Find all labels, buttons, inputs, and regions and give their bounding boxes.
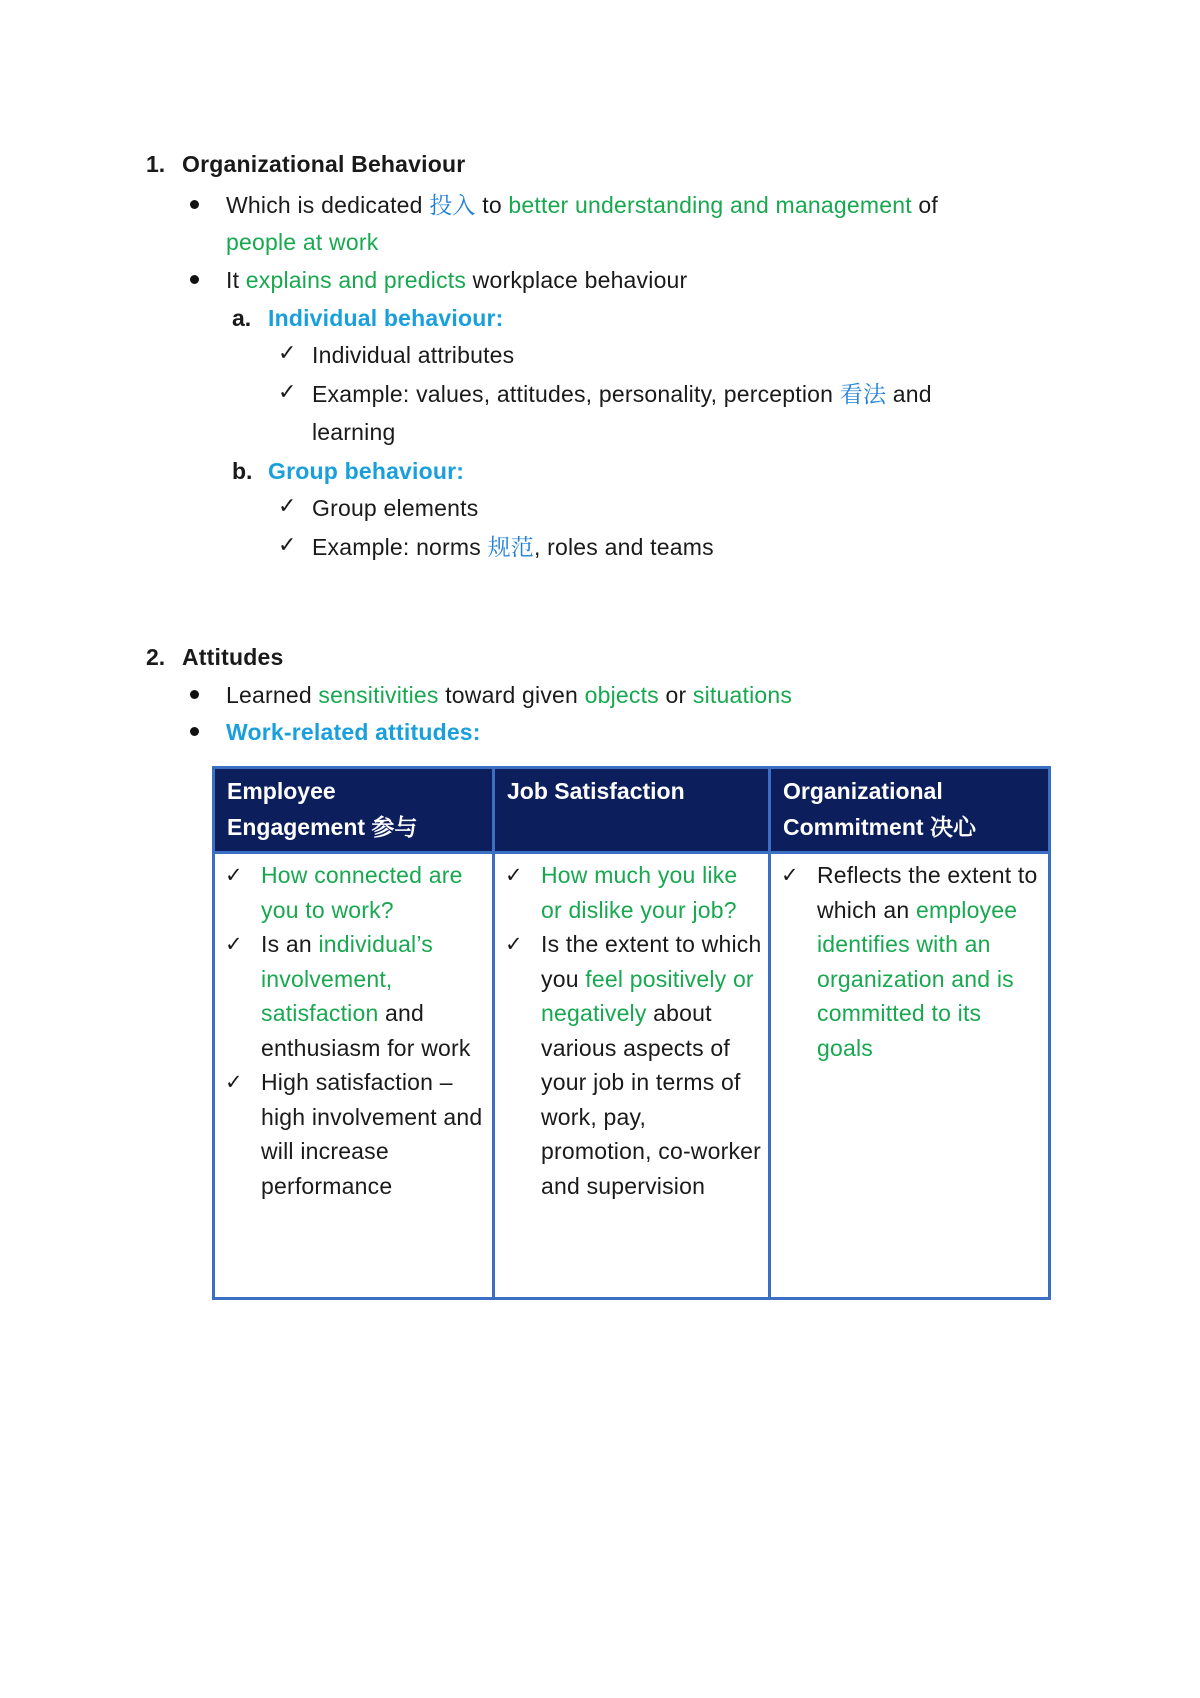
list-item (225, 927, 486, 1065)
subsection-b-item-2 (312, 532, 714, 562)
item-text: about various aspects of your job in terms of work, pay, promotion, co-worker and supervision (541, 1000, 762, 1199)
highlight-text: employee identifies with an organization and is committed to its goals (817, 896, 1018, 1061)
item-text: Is an (261, 931, 319, 957)
text: workplace behaviour (466, 267, 688, 293)
highlight-text: feel positively or negatively (541, 965, 754, 1026)
text: Example: norms (312, 534, 488, 560)
header-organizational-commitment (770, 768, 1050, 853)
text: of (911, 192, 938, 218)
section-2-title: Attitudes (182, 644, 284, 670)
chinese-term: 看法 (839, 381, 887, 407)
subsection-a-label: a. (232, 305, 252, 331)
check-icon: ✓ (225, 932, 243, 956)
list-item (505, 858, 762, 927)
highlight-text: explains and predicts (245, 267, 467, 293)
bullet-icon (190, 727, 199, 736)
subsection-a-item-1: Individual attributes (312, 342, 515, 368)
check-icon: ✓ (278, 494, 297, 519)
bullet-icon (190, 275, 199, 284)
highlight-text: situations (692, 682, 793, 708)
list-item (505, 927, 762, 1203)
list-item (781, 858, 1042, 1065)
header-line: Employee (227, 778, 336, 804)
text: and (886, 381, 932, 407)
text: to (475, 192, 509, 218)
check-icon: ✓ (278, 380, 297, 405)
text: It (226, 267, 246, 293)
subsection-b-label: b. (232, 458, 253, 484)
section-1-bullet-1-line-2: people at work (226, 229, 379, 255)
subsection-a-item-2-line-1 (312, 379, 932, 409)
cell-employee-engagement (214, 853, 494, 1299)
work-attitudes-table (212, 766, 1051, 1300)
cell-organizational-commitment (770, 853, 1050, 1299)
section-1-bullet-1-line-1 (226, 190, 938, 220)
text: Learned (226, 682, 319, 708)
text: Example: values, attitudes, personality, perception (312, 381, 840, 407)
section-1-number: 1. (146, 151, 166, 177)
section-1-bullet-2 (226, 265, 687, 295)
check-icon: ✓ (505, 863, 523, 887)
highlight-text: objects (584, 682, 659, 708)
section-2-number: 2. (146, 644, 166, 670)
check-icon: ✓ (278, 533, 297, 558)
subsection-a-title: Individual behaviour: (268, 305, 504, 331)
check-icon: ✓ (781, 863, 799, 887)
text: toward given (438, 682, 585, 708)
highlight-text: better understanding and management (508, 192, 912, 218)
bullet-icon (190, 690, 199, 699)
list-item (225, 858, 486, 927)
highlight-text: sensitivities (318, 682, 439, 708)
section-2-bullet-2: Work-related attitudes: (226, 719, 481, 745)
header-line: Engagement 参与 (227, 814, 418, 840)
highlight-text: individual’s involvement, satisfaction (261, 931, 433, 1026)
item-text: Is the extent to which you (541, 931, 762, 992)
section-1-title: Organizational Behaviour (182, 151, 466, 177)
text: or (658, 682, 693, 708)
check-icon: ✓ (278, 341, 297, 366)
item-text: and enthusiasm for work (261, 1000, 471, 1061)
header-line: Job Satisfaction (507, 778, 685, 804)
subsection-b-title: Group behaviour: (268, 458, 465, 484)
check-icon: ✓ (225, 1070, 243, 1094)
table-header-row (214, 768, 1050, 853)
item-text: High satisfaction – high involvement and will increase performance (261, 1069, 483, 1199)
text: Which is dedicated (226, 192, 430, 218)
header-job-satisfaction (494, 768, 770, 853)
table-row (214, 853, 1050, 1299)
text: , roles and teams (533, 534, 714, 560)
chinese-term: 投入 (429, 192, 476, 218)
item-text: Reflects the extent to which an (817, 862, 1038, 923)
check-icon: ✓ (225, 863, 243, 887)
cell-job-satisfaction (494, 853, 770, 1299)
subsection-b-item-1: Group elements (312, 495, 479, 521)
section-2-bullet-1 (226, 680, 792, 710)
item-text: How connected are you to work? (261, 862, 463, 923)
header-line: Commitment 决心 (783, 814, 976, 840)
chinese-term: 规范 (487, 534, 534, 560)
item-text: How much you like or dislike your job? (541, 862, 738, 923)
header-employee-engagement (214, 768, 494, 853)
check-icon: ✓ (505, 932, 523, 956)
bullet-icon (190, 200, 199, 209)
subsection-a-item-2-line-2: learning (312, 419, 396, 445)
list-item (225, 1065, 486, 1203)
header-line: Organizational (783, 778, 943, 804)
